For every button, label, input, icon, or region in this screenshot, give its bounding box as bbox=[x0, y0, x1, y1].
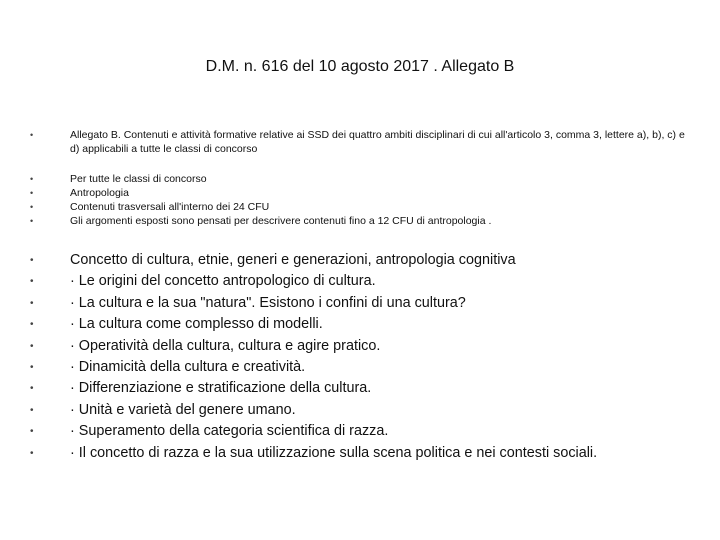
list-item: • · Superamento della categoria scientifica di razza. bbox=[26, 421, 686, 442]
list-item: • · La cultura e la sua "natura". Esistono i confini di una cultura? bbox=[26, 293, 686, 314]
list-item: • · Unità e varietà del genere umano. bbox=[26, 400, 686, 421]
list-item: • Per tutte le classi di concorso bbox=[26, 172, 686, 186]
list-item: • · Dinamicità della cultura e creatività. bbox=[26, 357, 686, 378]
list-item: • · Differenziazione e stratificazione della cultura. bbox=[26, 378, 686, 399]
slide-title: D.M. n. 616 del 10 agosto 2017 . Allegato B bbox=[205, 58, 515, 75]
list-item: • · La cultura come complesso di modelli. bbox=[26, 314, 686, 335]
intro-list bbox=[26, 128, 686, 156]
list-item: • · Le origini del concetto antropologico di cultura. bbox=[26, 271, 686, 292]
list-item: • · Operatività della cultura, cultura e agire pratico. bbox=[26, 336, 686, 357]
list-item: • Allegato B. Contenuti e attività formative relative ai SSD dei quattro ambiti disciplinari di cui all'articolo 3, comma 3, lettere a), b), c) e d) applicabili a tutte le classi di concorso bbox=[26, 128, 686, 156]
list-item: • Concetto di cultura, etnie, generi e generazioni, antropologia cognitiva bbox=[26, 250, 686, 271]
list-item: • Antropologia bbox=[26, 186, 686, 200]
list-item: • Contenuti trasversali all'interno dei 24 CFU bbox=[26, 200, 686, 214]
list-item: • Gli argomenti esposti sono pensati per descrivere contenuti fino a 12 CFU di antropologia . bbox=[26, 214, 686, 228]
details-list bbox=[26, 172, 686, 228]
topics-list bbox=[26, 250, 686, 464]
list-item: • · Il concetto di razza e la sua utilizzazione sulla scena politica e nei contesti sociali. bbox=[26, 443, 686, 464]
